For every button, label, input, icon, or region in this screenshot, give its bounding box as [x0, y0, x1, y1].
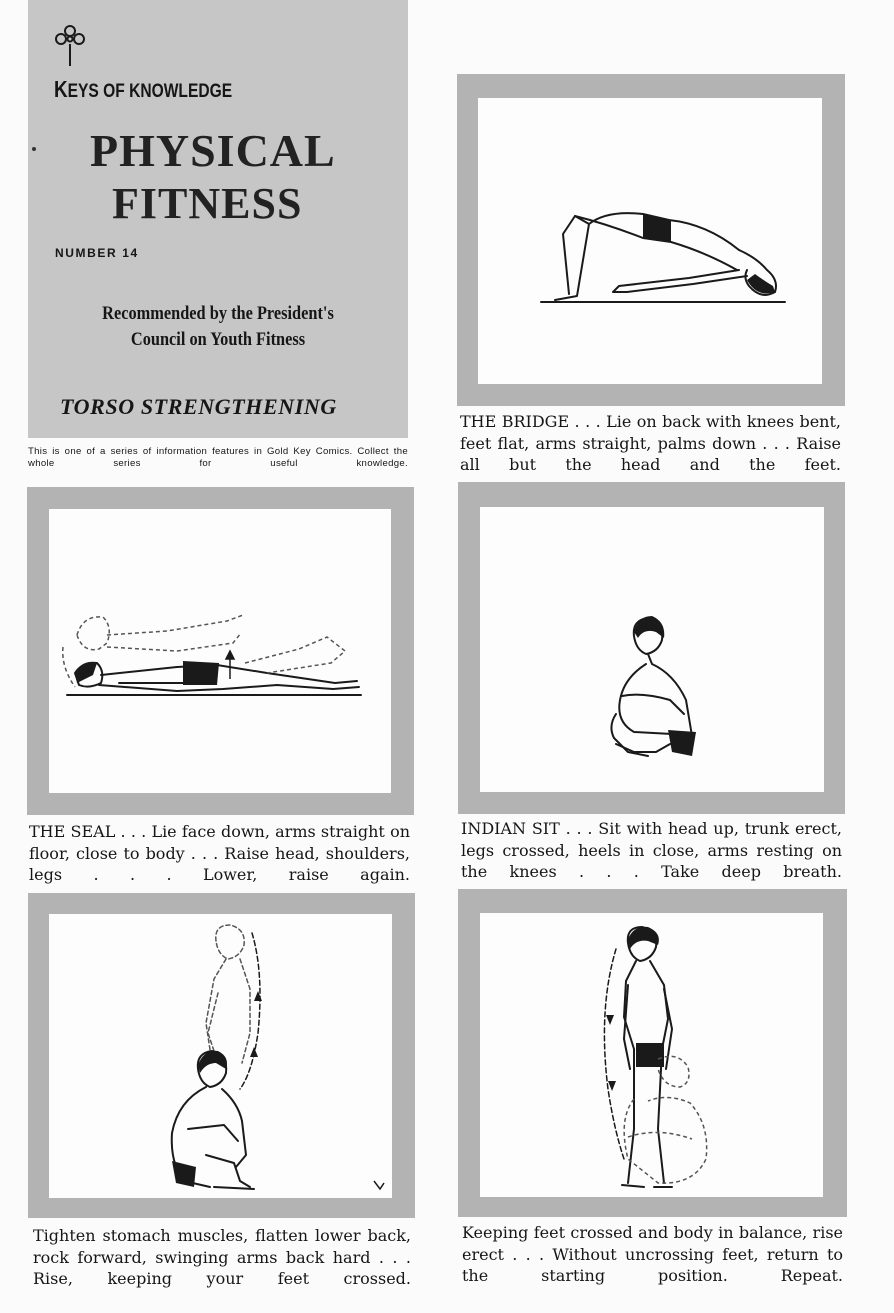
- bridge-illustration: [457, 74, 845, 406]
- series-note: This is one of a series of information features in Gold Key Comics. Collect the whole series for useful knowledge.: [28, 446, 408, 469]
- panel-seal: [27, 487, 414, 815]
- issue-number: NUMBER 14: [55, 246, 139, 260]
- panel-rock-forward: [28, 893, 415, 1218]
- panel-rise-erect: [458, 889, 847, 1217]
- caption-rock-forward: Tighten stomach muscles, flatten lower back, rock forward, swinging arms back hard . . . Rise, keeping your feet crossed.: [33, 1226, 411, 1288]
- caption-seal: THE SEAL . . . Lie face down, arms straight on floor, close to body . . . Raise head, shoulders, legs . . . Lower, raise again.: [29, 822, 410, 884]
- key-logo-icon: [50, 22, 90, 66]
- recommendation-line-1: Recommended by the President's: [102, 303, 334, 324]
- decorative-dot: [32, 147, 36, 151]
- page-title-line-2: FITNESS: [112, 179, 303, 228]
- series-initial: K: [54, 76, 68, 102]
- panel-indian-sit: [458, 482, 845, 814]
- series-name: [54, 76, 232, 103]
- seal-illustration: [27, 487, 414, 815]
- caption-rise-erect: Keeping feet crossed and body in balance, rise erect . . . Without uncrossing feet, return to the starting position. Repeat.: [462, 1223, 843, 1285]
- indian-sit-illustration: [458, 482, 845, 814]
- caption-bridge: THE BRIDGE . . . Lie on back with knees bent, feet flat, arms straight, palms down . . . Raise all but the head and the feet.: [460, 412, 841, 474]
- section-heading: TORSO STRENGTHENING: [60, 394, 337, 419]
- panel-bridge: [457, 74, 845, 406]
- rise-erect-illustration: [458, 889, 847, 1217]
- caption-indian-sit: INDIAN SIT . . . Sit with head up, trunk erect, legs crossed, heels in close, arms resting on the knees . . . Take deep breath.: [461, 819, 842, 881]
- rock-forward-illustration: [28, 893, 415, 1218]
- series-rest: EYS OF KNOWLEDGE: [67, 81, 233, 102]
- recommendation-line-2: Council on Youth Fitness: [130, 329, 306, 350]
- page-title-line-1: PHYSICAL: [90, 125, 336, 176]
